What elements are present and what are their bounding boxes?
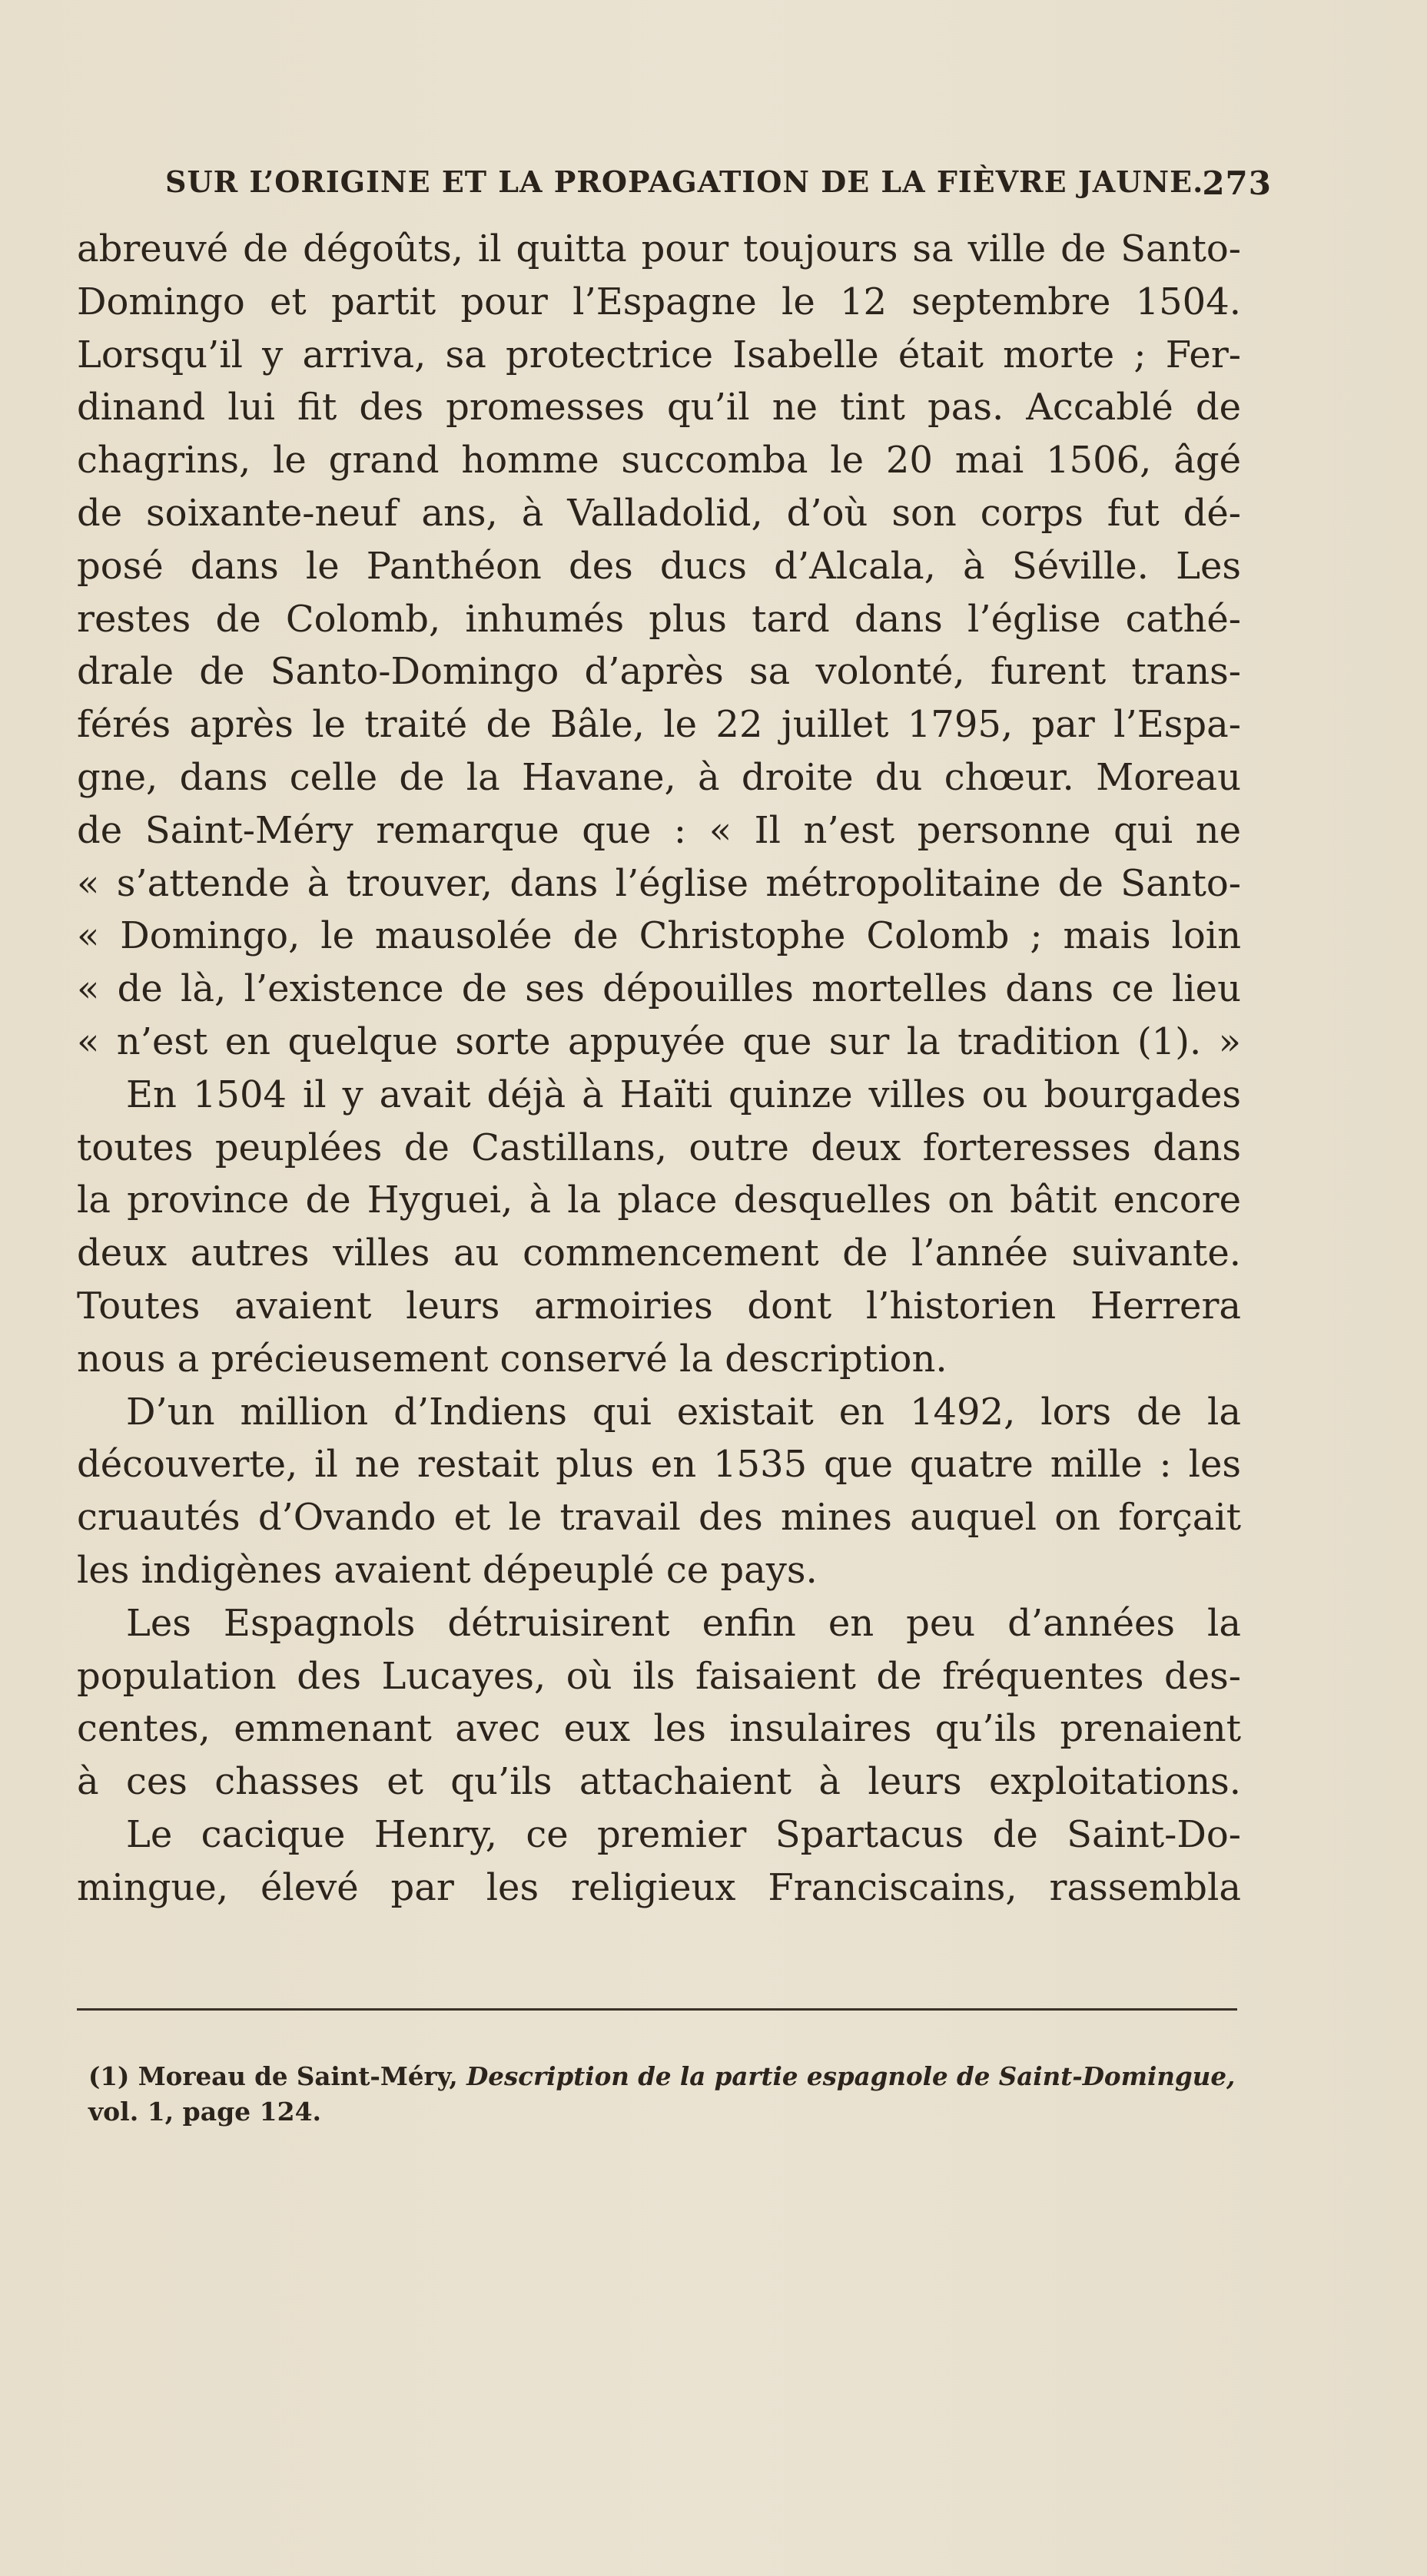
text-line: drale de Santo-Domingo d’après sa volonté, furent trans- bbox=[77, 650, 1241, 694]
text-line: toutes peuplées de Castillans, outre deux forteresses dans bbox=[77, 1126, 1241, 1169]
text-line: restes de Colomb, inhumés plus tard dans l’église cathé- bbox=[77, 597, 1241, 641]
text-line: férés après le traité de Bâle, le 22 juillet 1795, par l’Espa- bbox=[77, 703, 1241, 747]
text-line: la province de Hyguei, à la place desquelles on bâtit encore bbox=[77, 1179, 1241, 1222]
text-line: « s’attende à trouver, dans l’église métropolitaine de Santo- bbox=[77, 861, 1241, 905]
page-header bbox=[165, 164, 1272, 211]
text-line: dinand lui fit des promesses qu’il ne tint pas. Accablé de bbox=[77, 386, 1241, 429]
text-line: abreuvé de dégoûts, il quitta pour toujours sa ville de Santo- bbox=[77, 227, 1241, 270]
text-line: Lorsqu’il y arriva, sa protectrice Isabelle était morte ; Fer- bbox=[77, 333, 1241, 376]
footnote bbox=[88, 2059, 1241, 2130]
paragraph-start-line: D’un million d’Indiens qui existait en 1492, lors de la bbox=[126, 1390, 1241, 1434]
text-line: de Saint-Méry remarque que : « Il n’est personne qui ne bbox=[77, 808, 1241, 852]
paragraph-start-line: En 1504 il y avait déjà à Haïti quinze villes ou bourgades bbox=[126, 1073, 1241, 1116]
text-line: centes, emmenant avec eux les insulaires qu’ils prenaient bbox=[77, 1707, 1241, 1751]
page-number: 273 bbox=[1202, 164, 1272, 202]
text-line: Domingo et partit pour l’Espagne le 12 septembre 1504. bbox=[77, 280, 1241, 323]
running-title: SUR L’ORIGINE ET LA PROPAGATION DE LA FIÈVRE JAUNE. bbox=[165, 164, 1204, 199]
footnote-divider bbox=[77, 2008, 1237, 2011]
text-line: Toutes avaient leurs armoiries dont l’historien Herrera bbox=[77, 1284, 1241, 1328]
footnote-author: Moreau de Saint-Méry, bbox=[138, 2061, 458, 2091]
text-line: population des Lucayes, où ils faisaient de fréquentes des- bbox=[77, 1654, 1241, 1698]
text-line: « Domingo, le mausolée de Christophe Colomb ; mais loin bbox=[77, 914, 1241, 958]
paragraph-start-line: Le cacique Henry, ce premier Spartacus de Saint-Do- bbox=[126, 1812, 1241, 1856]
text-line: « n’est en quelque sorte appuyée que sur la tradition (1). » bbox=[77, 1019, 1241, 1063]
footnote-line bbox=[88, 2059, 1241, 2094]
body-text bbox=[77, 223, 1241, 1915]
footnote-line: vol. 1, page 124. bbox=[88, 2097, 322, 2127]
text-line: gne, dans celle de la Havane, à droite du chœur. Moreau bbox=[77, 755, 1241, 799]
text-line: cruautés d’Ovando et le travail des mines auquel on forçait bbox=[77, 1496, 1241, 1540]
text-line: mingue, élevé par les religieux Franciscains, rassembla bbox=[77, 1865, 1241, 1909]
paragraph-end-line: les indigènes avaient dépeuplé ce pays. bbox=[77, 1548, 818, 1592]
text-line: de soixante-neuf ans, à Valladolid, d’où son corps fut dé- bbox=[77, 491, 1241, 535]
text-line: « de là, l’existence de ses dépouilles mortelles dans ce lieu bbox=[77, 967, 1241, 1011]
footnote-marker: (1) bbox=[88, 2061, 130, 2091]
paragraph-end-line: nous a précieusement conservé la description. bbox=[77, 1337, 947, 1381]
paragraph-start-line: Les Espagnols détruisirent enfin en peu d’années la bbox=[126, 1601, 1241, 1645]
text-line: chagrins, le grand homme succomba le 20 mai 1506, âgé bbox=[77, 439, 1241, 482]
footnote-title: Description de la partie espagnole de Saint-Domingue, bbox=[466, 2061, 1236, 2091]
text-line: découverte, il ne restait plus en 1535 que quatre mille : les bbox=[77, 1443, 1241, 1487]
text-line: deux autres villes au commencement de l’année suivante. bbox=[77, 1232, 1241, 1275]
text-line: à ces chasses et qu’ils attachaient à leurs exploitations. bbox=[77, 1760, 1241, 1804]
text-line: posé dans le Panthéon des ducs d’Alcala, à Séville. Les bbox=[77, 544, 1241, 588]
